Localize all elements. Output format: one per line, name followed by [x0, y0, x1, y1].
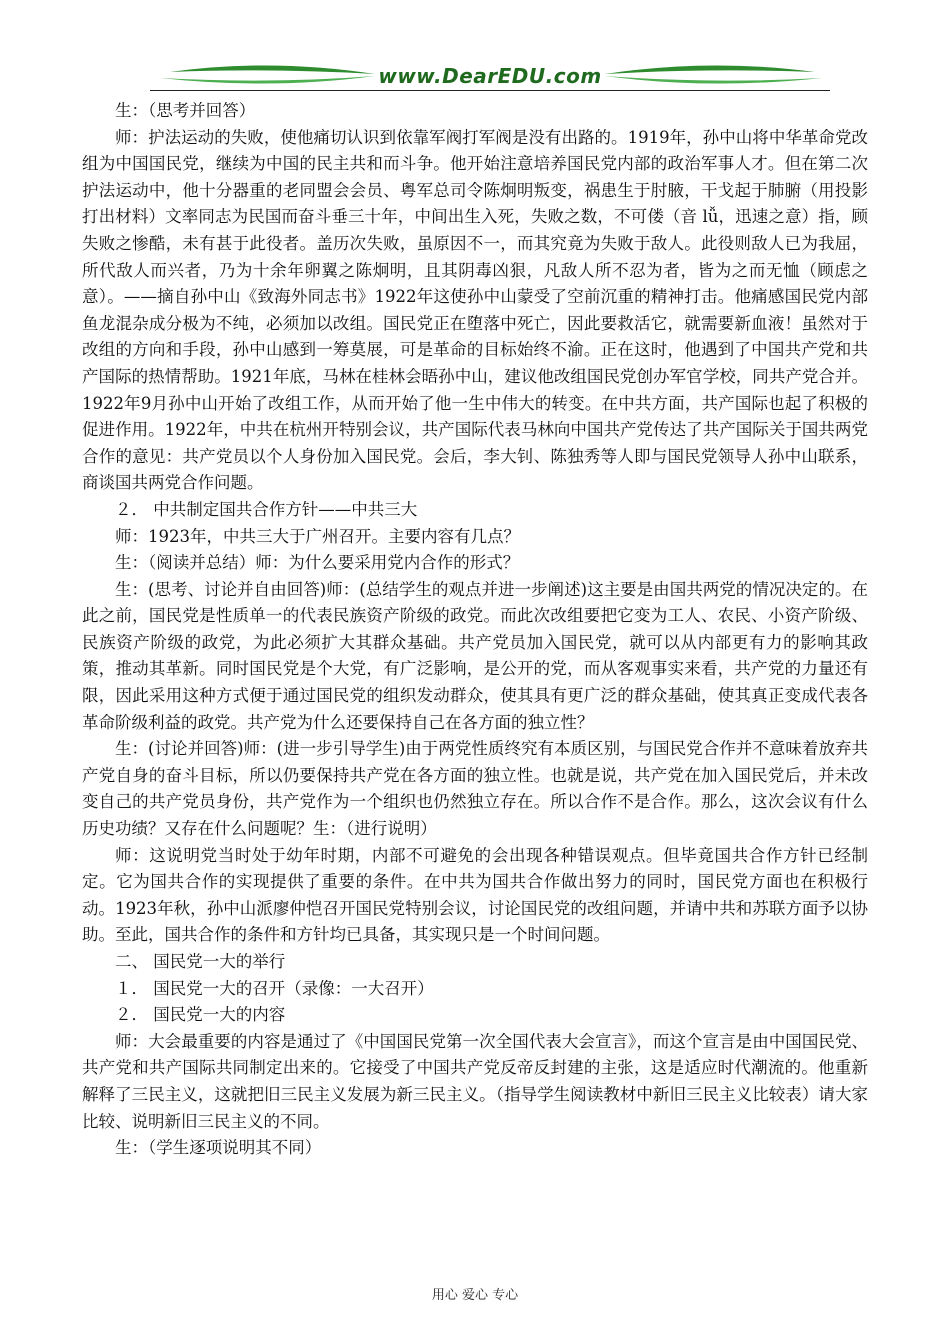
document-body [82, 98, 868, 1162]
header-divider [150, 90, 830, 91]
paragraph-independence: 生：(讨论并回答)师：(进一步引导学生)由于两党性质终究有本质区别，与国民党合作并不意味着放弃共产党自身的奋斗目标，所以仍要保持共产党在各方面的独立性。也就是说，共产党在加入国民党后，并未改变自己的共产党员身份，共产党作为一个组织也仍然独立存在。所以合作不是合作。那么，这次会议有什么历史功绩？又存在什么问题呢？生：（进行说明） [82, 739, 868, 839]
section-heading-kmt-first-congress: 二、 国民党一大的举行 [115, 952, 286, 971]
site-logo: www.DearEDU.com [378, 64, 602, 88]
page-footer: 用心 爱心 专心 [431, 1288, 519, 1303]
paragraph-student-explain: 生：（学生逐项说明其不同） [115, 1138, 322, 1158]
subheading-congress-convened: １． 国民党一大的召开（录像：一大召开） [115, 978, 434, 998]
paragraph-declaration: 师：大会最重要的内容是通过了《中国国民党第一次全国代表大会宣言》，而这个宣言是由中国国民党、共产党和共产国际共同制定出来的。它接受了中国共产党反帝反封建的主张，这是适应时代潮流的。他重新解释了三民主义，这就把旧三民主义发展为新三民主义。（指导学生阅读教材中新旧三民主义比较表）请大家比较、说明新旧三民主义的不同。 [82, 1031, 868, 1131]
paragraph-teacher-1923: 师：1923年，中共三大于广州召开。主要内容有几点？ [115, 526, 520, 546]
section-heading-third-congress: ２． 中共制定国共合作方针——中共三大 [115, 499, 418, 519]
page-header [150, 60, 830, 94]
paragraph-cooperation-conditions: 师：这说明党当时处于幼年时期，内部不可避免的会出现各种错误观点。但毕竟国共合作方针已经制定。它为国共合作的实现提供了重要的条件。在中共为国共合作做出努力的同时，国民党方面也在积极行动。1923年秋，孙中山派廖仲恺召开国民党特别会议，讨论国民党的改组问题，并请中共和苏联方面予以协助。至此，国共合作的条件和方针均已具备，其实现只是一个时间问题。 [82, 845, 868, 945]
subheading-congress-content: ２． 国民党一大的内容 [115, 1005, 286, 1025]
paragraph-student-think: 生：（思考并回答） [115, 101, 256, 120]
paragraph-teacher-reorganization: 师：护法运动的失败，使他痛切认识到依靠军阀打军阀是没有出路的。1919年，孙中山将中华革命党改组为中国国民党，继续为中国的民主共和而斗争。他开始注意培养国民党内部的政治军事人才。但在第二次护法运动中，他十分器重的老同盟会会员、粤军总司令陈炯明叛变，祸患生于肘腋，干戈起于肺腑（用投影打出材料）文率同志为民国而奋斗垂三十年，中间出生入死，失败之数，不可偻（音 lǚ，迅速之意）指，顾失败之惨酷，未有甚于此役者。盖历次失败，虽原因不一，而其究竟为失败于敌人。此役则敌人已为我屈，所代敌人而兴者，乃为十余年卵翼之陈炯明，且其阴毒凶狠，凡敌人所不忍为者，皆为之而无恤（顾虑之意）。——摘自孙中山《致海外同志书》1922年这使孙中山蒙受了空前沉重的精神打击。他痛感国民党内部鱼龙混杂成分极为不纯，必须加以改组。国民党正在堕落中死亡，因此要救活它，就需要新血液！虽然对于改组的方向和手段，孙中山感到一筹莫展，可是革命的目标始终不渝。正在这时，他遇到了中国共产党和共产国际的热情帮助。1921年底，马林在桂林会晤孙中山，建议他改组国民党创办军官学校，同共产党合并。1922年9月孙中山开始了改组工作，从而开始了他一生中伟大的转变。在中共方面，共产国际也起了积极的促进作用。1922年，中共在杭州开特别会议，共产国际代表马林向中国共产党传达了共产国际关于国共两党合作的意见：共产党员以个人身份加入国民党。会后，李大钊、陈独秀等人即与国民党领导人孙中山联系，商谈国共两党合作问题。 [82, 127, 868, 493]
paragraph-intra-party-cooperation: 生：(思考、讨论并自由回答)师：(总结学生的观点并进一步阐述)这主要是由国共两党的情况决定的。在此之前，国民党是性质单一的代表民族资产阶级的政党。而此次改组要把它变为工人、农民、小资产阶级、民族资产阶级的政党，为此必须扩大其群众基础。共产党员加入国民党，就可以从内部更有力的影响其政策，推动其革新。同时国民党是个大党，有广泛影响，是公开的党，而从客观事实来看，共产党的力量还有限，因此采用这种方式便于通过国民党的组织发动群众，使其具有更广泛的群众基础，使其真正变成代表各革命阶级利益的政党。共产党为什么还要保持自己在各方面的独立性？ [82, 579, 868, 732]
paragraph-student-summarize: 生：（阅读并总结）师：为什么要采用党内合作的形式？ [115, 553, 520, 573]
